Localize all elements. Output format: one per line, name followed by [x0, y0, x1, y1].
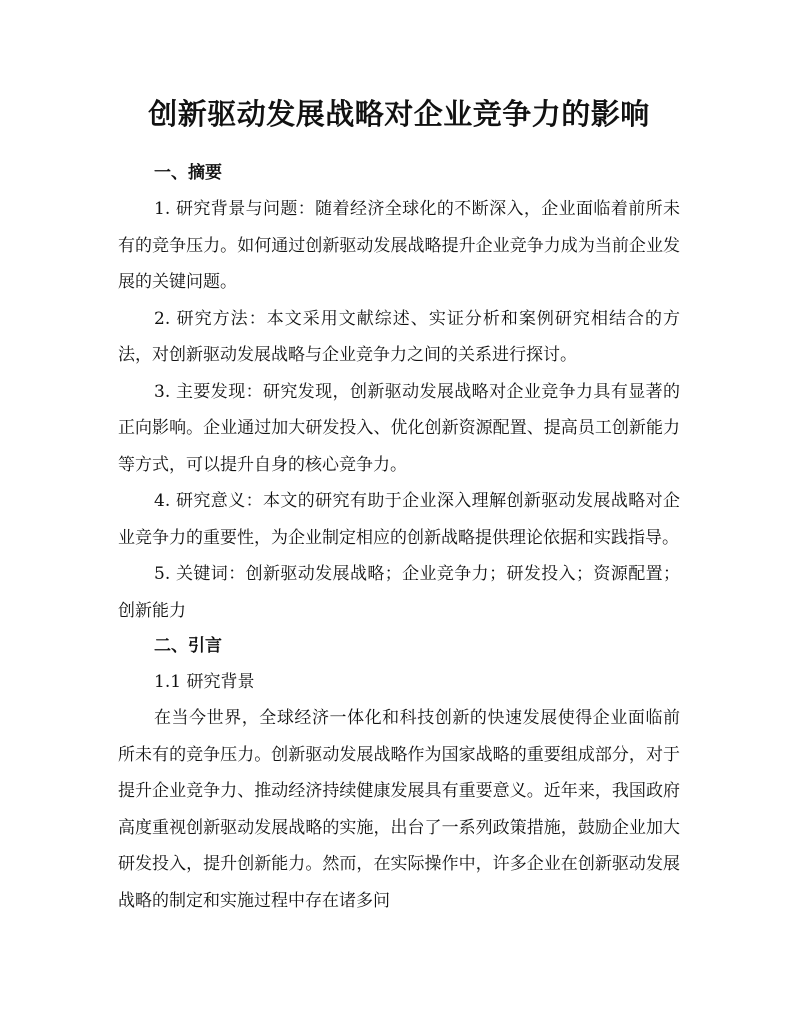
abstract-paragraph-keywords: 5. 关键词：创新驱动发展战略；企业竞争力；研发投入；资源配置；创新能力	[118, 564, 680, 621]
abstract-paragraph-significance: 4. 研究意义：本文的研究有助于企业深入理解创新驱动发展战略对企业竞争力的重要性，为企业制定相应的创新战略提供理论依据和实践指导。	[118, 491, 680, 548]
section-heading-abstract: 一、摘要	[154, 163, 222, 183]
section-introduction	[118, 629, 680, 919]
introduction-paragraph: 在当今世界，全球经济一体化和科技创新的快速发展使得企业面临前所未有的竞争压力。创新驱动发展战略作为国家战略的重要组成部分，对于提升企业竞争力、推动经济持续健康发展具有重要意义。近年来，我国政府高度重视创新驱动发展战略的实施，出台了一系列政策措施，鼓励企业加大研发投入，提升创新能力。然而，在实际操作中，许多企业在创新驱动发展战略的制定和实施过程中存在诸多问	[118, 708, 680, 911]
abstract-paragraph-findings: 3. 主要发现：研究发现，创新驱动发展战略对企业竞争力具有显著的正向影响。企业通过加大研发投入、优化创新资源配置、提高员工创新能力等方式，可以提升自身的核心竞争力。	[118, 381, 680, 475]
document-page	[118, 88, 680, 919]
section-heading-introduction: 二、引言	[154, 636, 222, 656]
document-title: 创新驱动发展战略对企业竞争力的影响	[148, 97, 650, 131]
abstract-paragraph-background: 1. 研究背景与问题：随着经济全球化的不断深入，企业面临着前所未有的竞争压力。如何通过创新驱动发展战略提升企业竞争力成为当前企业发展的关键问题。	[118, 199, 680, 292]
subsection-heading-background: 1.1 研究背景	[154, 672, 255, 692]
section-abstract	[118, 156, 680, 629]
abstract-paragraph-method: 2. 研究方法：本文采用文献综述、实证分析和案例研究相结合的方法，对创新驱动发展战略与企业竞争力之间的关系进行探讨。	[118, 308, 680, 365]
